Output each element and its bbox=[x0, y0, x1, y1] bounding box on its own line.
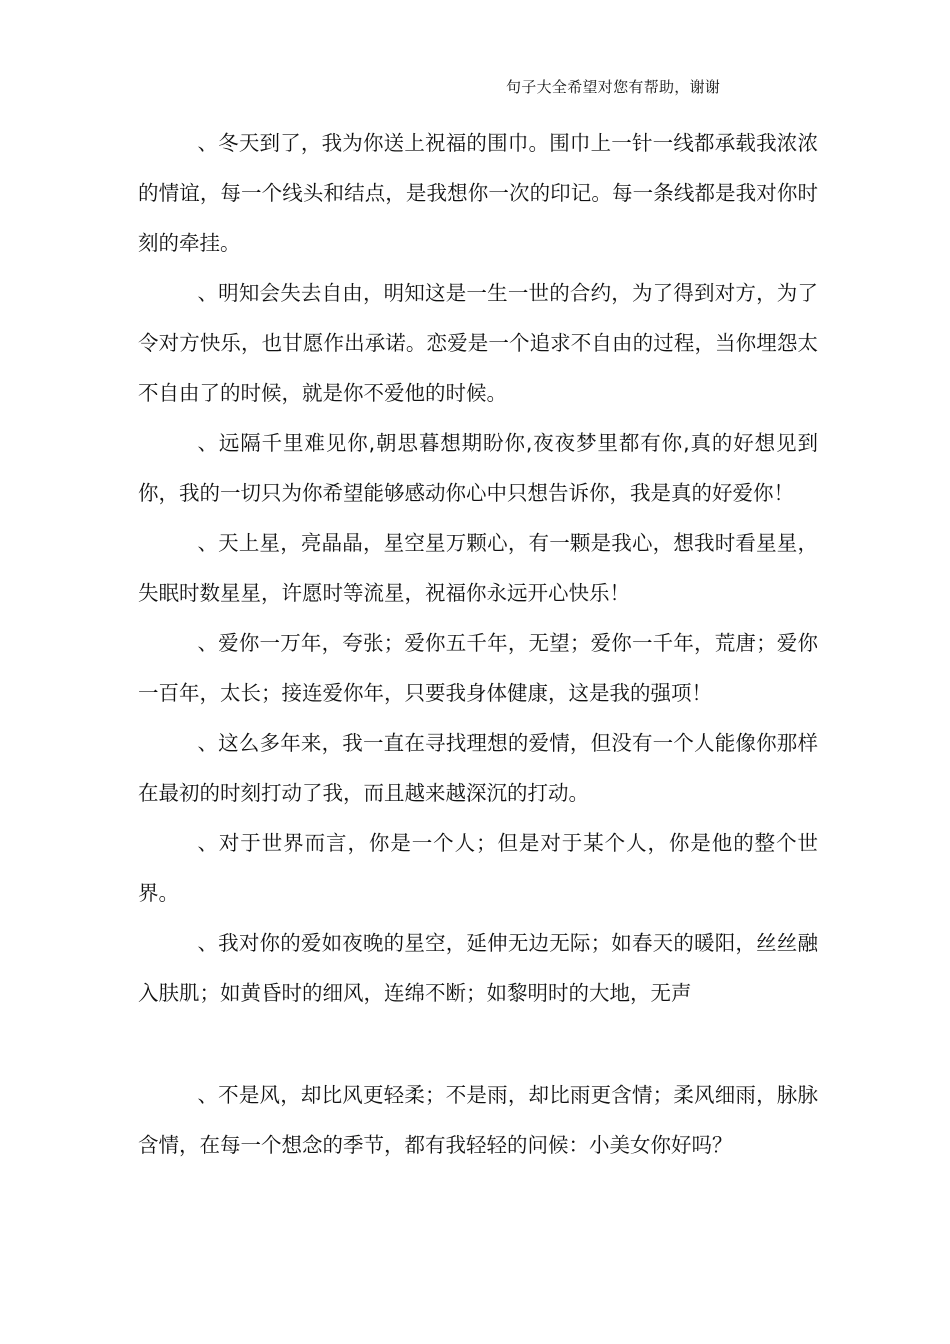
paragraph-8: 、我对你的爱如夜晚的星空，延伸无边无际；如春天的暖阳，丝丝融入肤肌；如黄昏时的细风，连绵不断；如黎明时的大地，无声 bbox=[138, 931, 818, 1005]
page-header: 句子大全希望对您有帮助，谢谢 bbox=[506, 78, 721, 96]
paragraph-9: 、不是风，却比风更轻柔；不是雨，却比雨更含情；柔风细雨，脉脉含情，在每一个想念的季节，都有我轻轻的问候：小美女你好吗？ bbox=[138, 1083, 818, 1157]
page-break-gap bbox=[138, 1018, 818, 1070]
paragraph-1: 、冬天到了，我为你送上祝福的围巾。围巾上一针一线都承载我浓浓的情谊，每一个线头和结点，是我想你一次的印记。每一条线都是我对你时刻的牵挂。 bbox=[138, 131, 818, 255]
paragraph-4: 、天上星，亮晶晶，星空星万颗心，有一颗是我心，想我时看星星，失眠时数星星，许愿时等流星，祝福你永远开心快乐！ bbox=[138, 531, 818, 605]
document-body bbox=[138, 118, 818, 1170]
paragraph-5: 、爱你一万年，夸张；爱你五千年，无望；爱你一千年，荒唐；爱你一百年，太长；接连爱你年，只要我身体健康，这是我的强项！ bbox=[138, 631, 818, 705]
paragraph-7: 、对于世界而言，你是一个人；但是对于某个人，你是他的整个世界。 bbox=[138, 831, 818, 905]
paragraph-6: 、这么多年来，我一直在寻找理想的爱情，但没有一个人能像你那样在最初的时刻打动了我，而且越来越深沉的打动。 bbox=[138, 731, 818, 805]
paragraph-3: 、远隔千里难见你,朝思暮想期盼你,夜夜梦里都有你,真的好想见到你，我的一切只为你希望能够感动你心中只想告诉你，我是真的好爱你！ bbox=[138, 431, 818, 505]
paragraph-2: 、明知会失去自由，明知这是一生一世的合约，为了得到对方，为了令对方快乐，也甘愿作出承诺。恋爱是一个追求不自由的过程，当你埋怨太不自由了的时候，就是你不爱他的时候。 bbox=[138, 281, 818, 405]
